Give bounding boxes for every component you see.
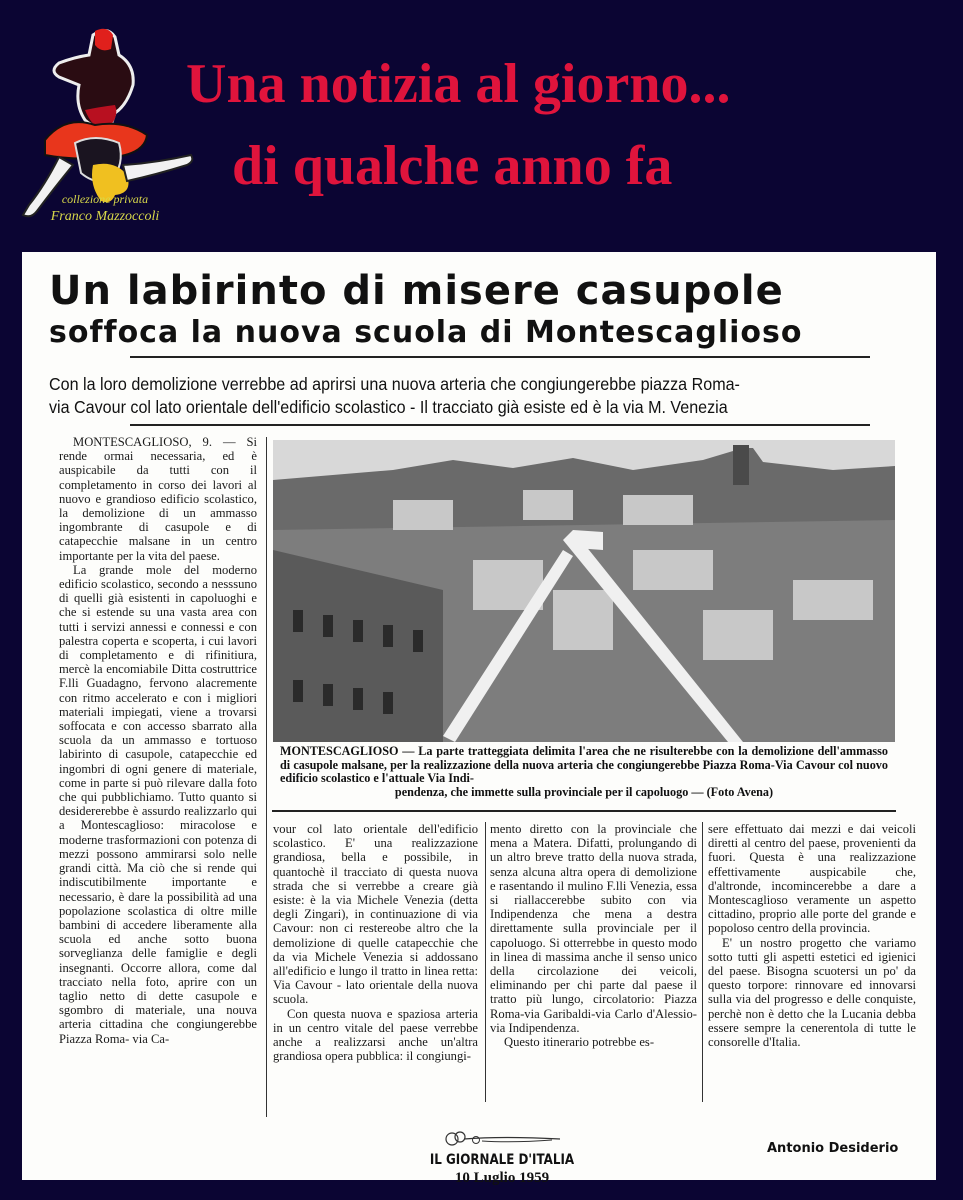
logo-caption-line2: Franco Mazzoccoli (50, 209, 160, 224)
logo-caption (30, 192, 180, 225)
col3-paragraph-2: Questo itinerario potrebbe es- (504, 1035, 655, 1050)
col1-paragraph-1: MONTESCAGLIOSO, 9. — Si rende ormai necessaria, ed è auspicabile da tutti con il completamento in corso dei lavori al nuovo e grandioso edificio scolastico, la demolizione di un ammasso ingombrante di casupole e di catapecchie malsane in un centro importante per la vita del paese. (59, 435, 257, 563)
banner (0, 0, 963, 245)
article-column-4 (708, 822, 916, 1049)
col1-paragraph-2: La grande mole del moderno edificio scolastico, secondo a nesssuno di quelli già esistenti in capoluoghi e che si estende su una vasta area con tutti i servizi annessi e connessi e con palestra coperta e scoperta, i cui lavori di completamento e di rifinitiura, mercè la encomiabile Ditta costruttrice F.lli Guadagno, fervono alacremente con ritmo accelerato e con i migliori materiali impiegati, viene a trovarsi soffocata e con accesso sbarrato alla scuola da un ammasso e tortuoso labirinto di casupole, catapecchie ed ingombri di ogni genere di materiale, come in parte si può rilevare dalla foto che qui pubblichiamo. Tutto quanto si desidererebbe è assurdo realizzarlo qui a Montescaglioso: miracolose e moderne trasformazioni con potenza di mezzi possono ammirarsi solo nelle grandi città. Ma ciò che si rende qui indiscutibilmente importante e necessario, è dare la possibilità ad una popolazione scolastica di oltre mille bambini di accedere liberamente alla scuola ed anche sotto buona sorveglianza delle famiglie e degli insegnanti. Occorre allora, come dal tracciato nella foto, aprire con un taglio netto di dette casupole e sgombro di materiale, una nouva arteria cittadina che congiungerebbe Piazza Roma- via Ca- (59, 562, 257, 1046)
montescaglioso-photo-icon (273, 440, 895, 742)
col2-paragraph-1: vour col lato orientale dell'edificio scolastico. E' una realizzazione grandiosa, bella e possibile, in quantochè il tracciato di questa nuova strada che si verrebbe a creare già esiste: è la via Michele Venezia (detta degli Zingari), in continuazione di via Cavour: non ci restereobe altro che la demolizione di quelle catapecchie che da via Michele Venezia si addossano all'edificio e lungo il tratto in linea retta: Via Cavour - lato orientale della nuova scuola. (273, 822, 478, 1007)
col3-paragraph-1: mento diretto con la provinciale che mena a Matera. Difatti, prolungando di un altro breve tratto della nuova strada, senza alcuna altra opera di demolizione e rasentando il mulino F.lli Venezia, essa si riallaccerebbe subito con via Indipendenza che mena a destra direttamente sulla provinciale per il capoluogo. Si otterrebbe in questo modo in linea di massima anche il senso unico della circolazione dei veicoli, eliminando per chi parte dal paese il tratto più lungo, circolatorio: Piazza Roma-via Garibaldi-via Carlo d'Alessio-via Indipendenza. (490, 822, 697, 1035)
headline (49, 268, 909, 352)
newspaper-masthead (412, 1130, 592, 1187)
column-divider (266, 437, 267, 1117)
subheadline-line2: via Cavour col lato orientale dell'edificio scolastico - Il tracciato già esiste ed è la via M. Venezia (49, 397, 728, 417)
column-divider (485, 822, 486, 1102)
banner-title-line2: di qualche anno fa (232, 135, 673, 197)
photo-caption-last-line: pendenza, che immette sulla provinciale per il capoluogo — (Foto Avena) (394, 784, 774, 799)
caption-rule (272, 810, 896, 812)
col2-paragraph-2: Con questa nuova e spaziosa arteria in un centro vitale del paese verrebbe anche a realizzarsi anche un'altra grandiosa opera pubblica: il congiungi- (273, 1006, 478, 1064)
photo-caption (280, 745, 888, 799)
newspaper-clipping (22, 252, 936, 1186)
flower-ornament-icon (442, 1130, 562, 1148)
photo-caption-text: MONTESCAGLIOSO — La parte tratteggiata delimita l'area che ne risulterebbe con la demolizione dell'ammasso di casupole malsane, per la realizzazione della nuova arteria che congiungerebbe Piazza Roma-Via Cavour col nuovo edificio scolastico e l'attuale Via Indi- (280, 744, 888, 786)
banner-title-line1: Una notizia al giorno... (186, 53, 731, 115)
publication-date: 10 Luglio 1959 (454, 1170, 550, 1186)
newspaper-name: IL GIORNALE D'ITALIA (429, 1152, 575, 1168)
subheadline (49, 373, 840, 419)
article-column-1 (59, 435, 257, 1046)
col4-paragraph-1: sere effettuato dai mezzi e dai veicoli diretti al centro del paese, provenienti da fuori. Questa è una realizzazione effettivamente auspicabile che, d'altronde, incomincerebbe a dare a Montescaglioso veramente un aspetto cittadino, proprio alle porte del grande e popoloso centro della provincia. (708, 822, 916, 936)
article-column-3 (490, 822, 697, 1049)
col4-paragraph-2: E' un nostro progetto che variamo sotto tutti gli aspetti estetici ed igienici del paese. Bisogna scuotersi un po' da questo torpore: rinnovare ed innovarsi sulla via del progresso e delle conquiste, perchè non è detto che la Lucania debba essere sempre la cenerentola di tutte le consorelle d'Italia. (708, 935, 916, 1050)
headline-rule (130, 356, 870, 358)
author-signature: Antonio Desiderio (767, 1141, 899, 1156)
logo-caption-line1: collezione privata (61, 192, 149, 206)
article-column-2 (273, 822, 478, 1063)
town-photo (273, 440, 895, 742)
subheadline-rule (130, 424, 870, 426)
headline-line1: Un labirinto di misere casupole (49, 268, 784, 314)
headline-line2: soffoca la nuova scuola di Montescaglioso (49, 315, 803, 350)
column-divider (702, 822, 703, 1102)
subheadline-line1: Con la loro demolizione verrebbe ad aprirsi una nuova arteria che congiungerebbe piazza Roma- (49, 374, 740, 394)
